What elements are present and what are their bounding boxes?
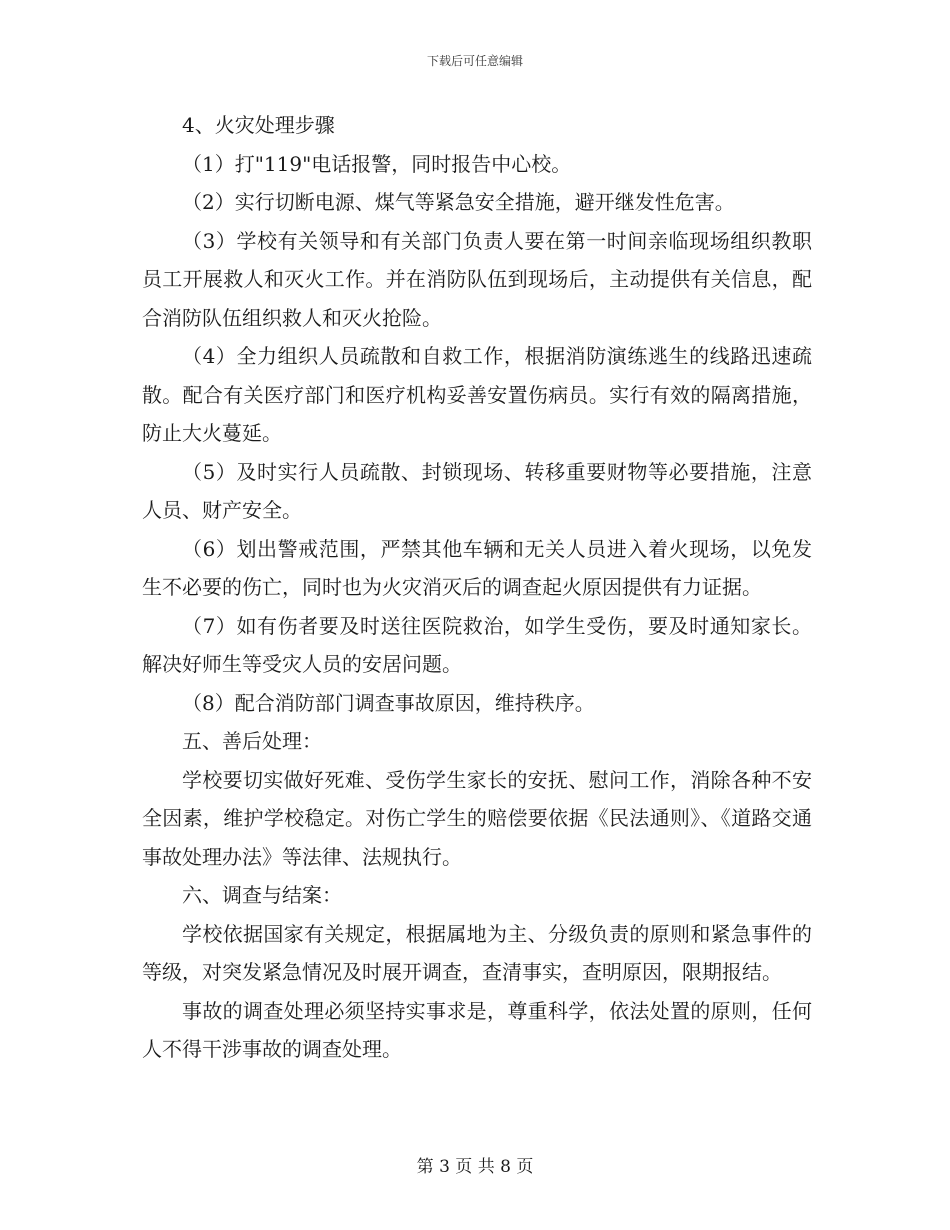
- paragraph-investigation-body: 学校依据国家有关规定，根据属地为主、分级负责的原则和紧急事件的等级，对突发紧急情况及时展开调查，查清事实，查明原因，限期报结。: [142, 921, 812, 984]
- document-body: [142, 106, 812, 1069]
- paragraph-heading-fire-steps: 4、火灾处理步骤: [182, 113, 335, 137]
- paragraph-step-8: （8）配合消防部门调查事故原因，维持秩序。: [182, 690, 595, 715]
- paragraph-step-5: （5）及时实行人员疏散、封锁现场、转移重要财物等必要措施，注意人员、财产安全。: [142, 459, 812, 522]
- paragraph-investigation-principle: 事故的调查处理必须坚持实事求是，尊重科学，依法处置的原则，任何人不得干涉事故的调查处理。: [142, 998, 812, 1061]
- page-header: 下载后可任意编辑: [426, 54, 523, 68]
- paragraph-heading-investigation: 六、调查与结案：: [182, 883, 342, 907]
- page-footer: 第 3 页 共 8 页: [416, 1157, 534, 1177]
- paragraph-step-6: （6）划出警戒范围，严禁其他车辆和无关人员进入着火现场，以免发生不必要的伤亡，同时也为火灾消灭后的调查起火原因提供有力证据。: [142, 536, 812, 599]
- paragraph-step-2: （2）实行切断电源、煤气等紧急安全措施，避开继发性危害。: [182, 190, 735, 214]
- paragraph-step-7: （7）如有伤者要及时送往医院救治，如学生受伤，要及时通知家长。解决好师生等受灾人员的安居问题。: [142, 613, 812, 676]
- paragraph-heading-aftermath: 五、善后处理：: [182, 729, 322, 753]
- paragraph-aftermath-body: 学校要切实做好死难、受伤学生家长的安抚、慰问工作，消除各种不安全因素，维护学校稳定。对伤亡学生的赔偿要依据《民法通则》、《道路交通事故处理办法》等法律、法规执行。: [142, 767, 812, 869]
- paragraph-step-3: （3）学校有关领导和有关部门负责人要在第一时间亲临现场组织教职员工开展救人和灭火工作。并在消防队伍到现场后，主动提供有关信息，配合消防队伍组织救人和灭火抢险。: [142, 228, 812, 330]
- paragraph-step-1: （1）打"119"电话报警，同时报告中心校。: [182, 151, 572, 176]
- paragraph-step-4: （4）全力组织人员疏散和自救工作，根据消防演练逃生的线路迅速疏散。配合有关医疗部门和医疗机构妥善安置伤病员。实行有效的隔离措施，防止大火蔓延。: [142, 344, 812, 445]
